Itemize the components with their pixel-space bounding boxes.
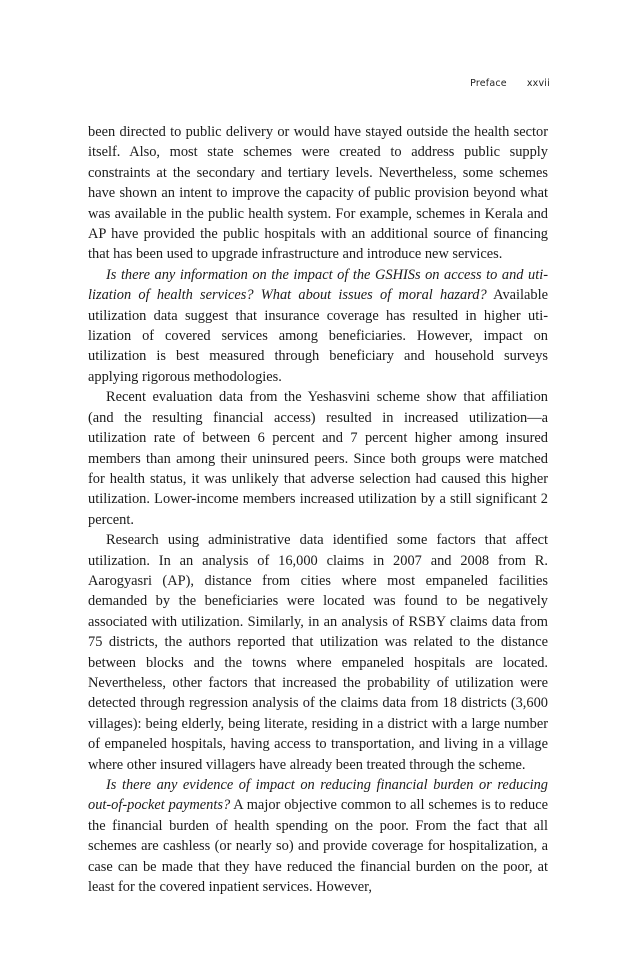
paragraph-text: Research using administrative data identified some factors that affect utilization. In an analysis of 16,000 claims in 2007 and 2008 from R. Aarogyasri (AP), distance from cities where most empaneled facilities demanded by the beneficiaries were located was found to be negatively associated with utilization. Similarly, in an analysis of RSBY claims data from 75 districts, the authors reported that utilization was related to the distance between blocks and the towns where empaneled hospitals are located. Nevertheless, other factors that increased the probability of utilization were detected through regression analysis of the claims data from 18 districts (3,600 villages): being elderly, being literate, residing in a district with a large number of empaneled hospitals, having access to transportation, and living in a village where other insured villagers have already been treated through the scheme. xyxy=(88,532,548,773)
paragraph-5 xyxy=(88,775,548,897)
question-text: Is there any evidence of impact on reducing financial burden or reducing out-of-pocket payments? xyxy=(88,777,548,814)
page-number: xxvii xyxy=(526,78,550,89)
paragraph-text: been directed to public delivery or would have stayed outside the health sector itself. Also, most state schemes were created to address public supply constraints at the secondary and tertiary levels. Nevertheless, some schemes have shown an intent to improve the capacity of public provision beyond what was available in the public health system. For example, schemes in Kerala and AP have provided the public hospitals with an additional source of financing that has been used to upgrade infrastructure and introduce new services. xyxy=(88,124,548,263)
page-body xyxy=(88,122,548,897)
section-title: Preface xyxy=(470,78,507,89)
paragraph-text: Recent evaluation data from the Yeshasvini scheme show that affiliation (and the resulting financial access) resulted in increased utilization—a utilization rate of between 6 percent and 7 percent higher among insured members than among their uninsured peers. Since both groups were matched for health status, it was unlikely that adverse selection had caused this higher utilization. Lower-income members increased utilization by a still significant 2 percent. xyxy=(88,389,548,528)
paragraph-4 xyxy=(88,530,548,775)
question-text: Is there any information on the impact of the GSHISs on access to and utilization of health services? What about issues of moral hazard? xyxy=(88,266,548,304)
paragraph-1 xyxy=(88,122,548,265)
running-header xyxy=(470,78,550,89)
paragraph-3 xyxy=(88,387,548,530)
paragraph-text: A major objective common to all schemes is to reduce the financial burden of health spending on the poor. From the fact that all schemes are cashless (or nearly so) and provide coverage for hospitalization, a case can be made that they have reduced the financial burden on the poor, at least for the covered inpatient services. However, xyxy=(88,797,548,896)
paragraph-2 xyxy=(88,265,548,387)
paragraph-text: Available utilization data suggest that insurance coverage has resulted in higher utilization of covered services among beneficiaries. However, impact on utilization is best measured through beneficiary and household surveys applying rigorous methodologies. xyxy=(88,287,548,385)
